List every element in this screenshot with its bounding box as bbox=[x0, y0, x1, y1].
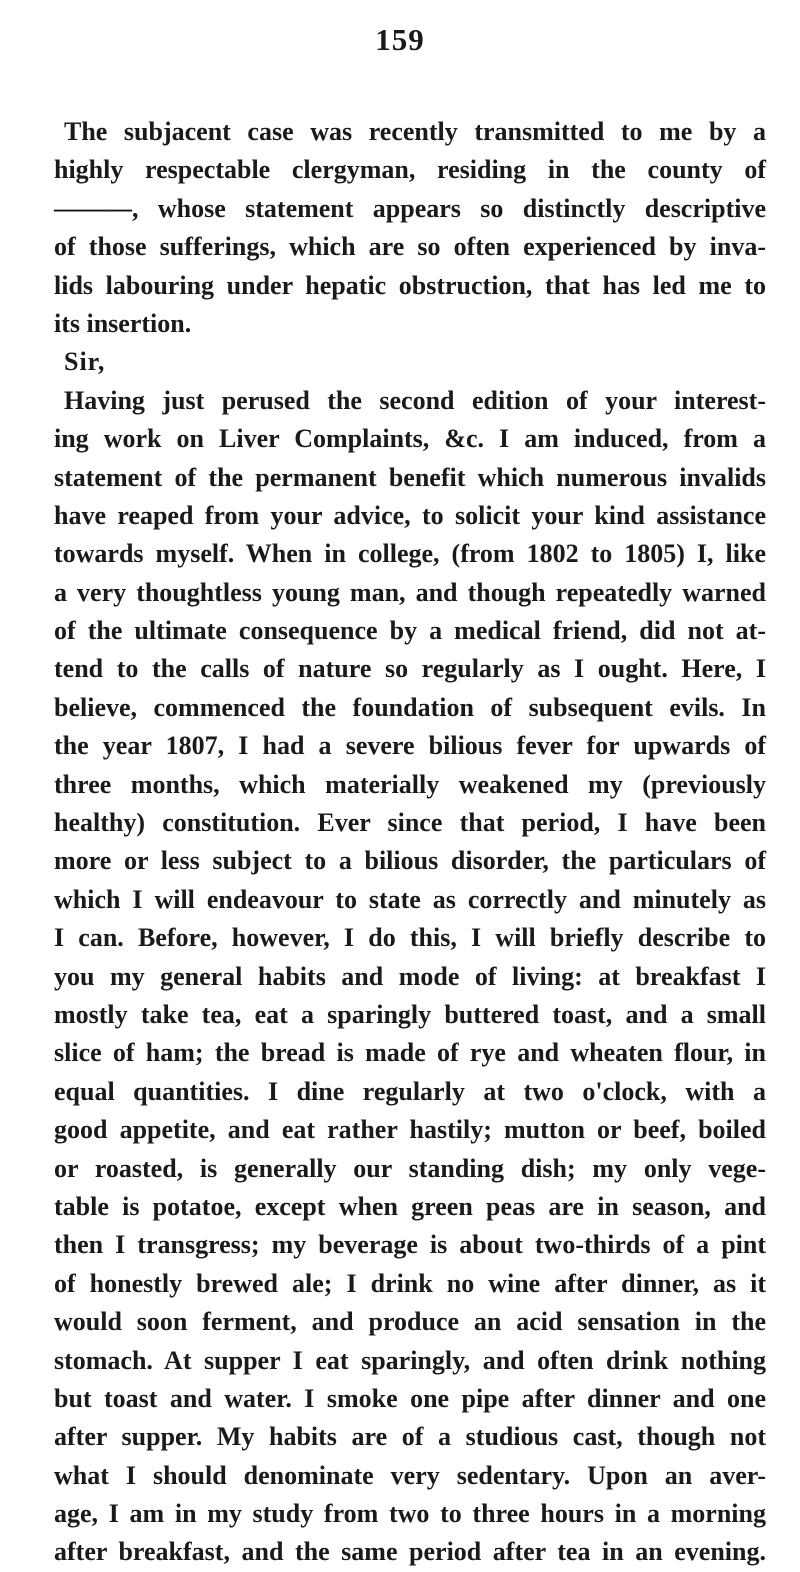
text-line: you my general habits and mode of living: at breakfast I bbox=[54, 961, 766, 991]
text-line: mostly take tea, eat a sparingly buttered toast, and a small bbox=[54, 999, 766, 1029]
text-line: tend to the calls of nature so regularly as I ought. Here, I bbox=[54, 654, 766, 684]
text-line: after breakfast, and the same period after tea in an evening. bbox=[54, 1537, 766, 1567]
text-line: then I transgress; my beverage is about two-thirds of a pint bbox=[54, 1230, 766, 1260]
body-text bbox=[54, 113, 766, 1572]
text-line: have reaped from your advice, to solicit your kind assistance bbox=[54, 500, 766, 530]
text-line: ing work on Liver Complaints, &c. I am induced, from a bbox=[54, 424, 766, 454]
text-line: towards myself. When in college, (from 1802 to 1805) I, like bbox=[54, 539, 766, 569]
text-line: or roasted, is generally our standing dish; my only vege- bbox=[54, 1153, 766, 1183]
text-line: I can. Before, however, I do this, I will briefly describe to bbox=[54, 923, 766, 953]
text-line: the year 1807, I had a severe bilious fever for upwards of bbox=[54, 731, 766, 761]
text-line: of those sufferings, which are so often experienced by inva- bbox=[54, 232, 766, 262]
text-line: slice of ham; the bread is made of rye and wheaten flour, in bbox=[54, 1038, 766, 1068]
text-line: three months, which materially weakened my (previously bbox=[54, 769, 766, 799]
text-line: good appetite, and eat rather hastily; mutton or beef, boiled bbox=[54, 1115, 766, 1145]
text-line: of honestly brewed ale; I drink no wine after dinner, as it bbox=[54, 1268, 766, 1298]
text-line: highly respectable clergyman, residing in the county of bbox=[54, 155, 766, 185]
text-line: The subjacent case was recently transmitted to me by a bbox=[64, 117, 766, 146]
text-line: which I will endeavour to state as correctly and minutely as bbox=[54, 884, 766, 914]
letter-paragraph bbox=[54, 382, 766, 1572]
letter-salutation: Sir, bbox=[64, 347, 106, 377]
text-line: after supper. My habits are of a studious cast, though not bbox=[54, 1422, 766, 1452]
text-line: what I should denominate very sedentary. Upon an aver- bbox=[54, 1460, 766, 1490]
text-line: ———, whose statement appears so distinctly descriptive bbox=[54, 193, 766, 223]
text-line: a very thoughtless young man, and though repeatedly warned bbox=[54, 577, 766, 607]
text-line: stomach. At supper I eat sparingly, and often drink nothing bbox=[54, 1345, 766, 1375]
intro-paragraph bbox=[54, 113, 766, 343]
text-line: statement of the permanent benefit which numerous invalids bbox=[54, 462, 766, 492]
text-line: believe, commenced the foundation of subsequent evils. In bbox=[54, 692, 766, 722]
text-line: would soon ferment, and produce an acid sensation in the bbox=[54, 1307, 766, 1337]
text-line: lids labouring under hepatic obstruction, that has led me to bbox=[54, 270, 766, 300]
text-line: but toast and water. I smoke one pipe after dinner and one bbox=[54, 1383, 766, 1413]
text-line: table is potatoe, except when green peas are in season, and bbox=[54, 1191, 766, 1221]
page-number: 159 bbox=[375, 22, 425, 57]
text-line: of the ultimate consequence by a medical friend, did not at- bbox=[54, 616, 766, 646]
text-line: healthy) constitution. Ever since that period, I have been bbox=[54, 808, 766, 838]
text-line: more or less subject to a bilious disorder, the particulars of bbox=[54, 846, 766, 876]
text-line: equal quantities. I dine regularly at two o'clock, with a bbox=[54, 1076, 766, 1106]
text-line: its insertion. bbox=[54, 308, 192, 338]
text-line: Having just perused the second edition of your interest- bbox=[64, 385, 766, 415]
text-line: age, I am in my study from two to three hours in a morning bbox=[54, 1499, 766, 1529]
